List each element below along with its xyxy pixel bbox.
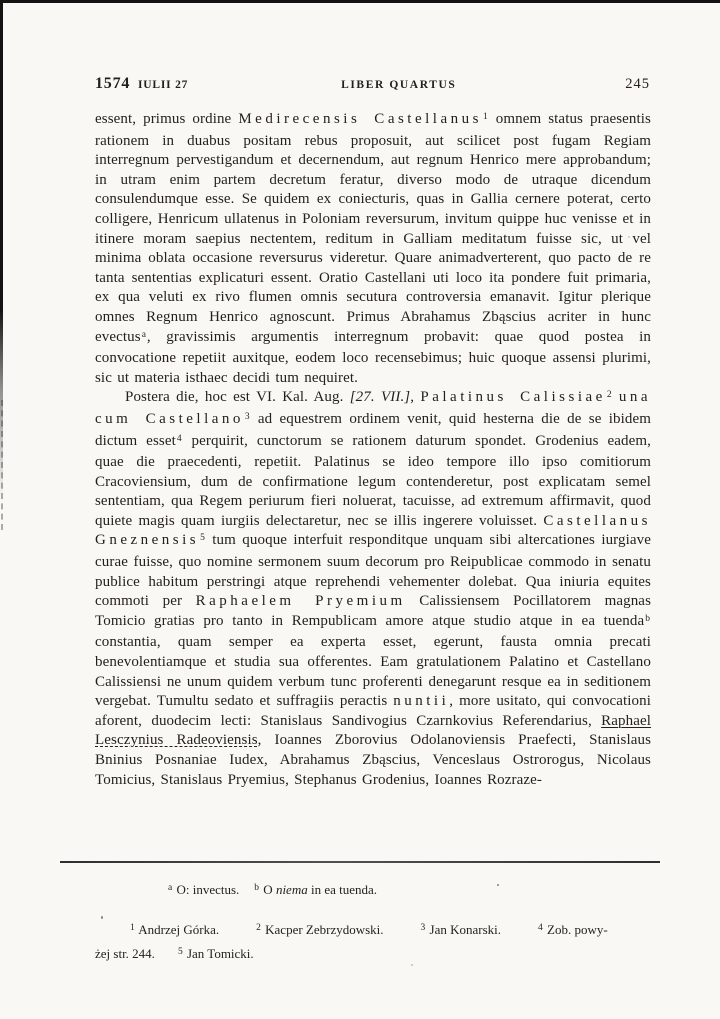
superscript-marker: b <box>645 613 650 624</box>
text-segment: una cum Castellano <box>95 389 652 427</box>
text-segment: constantia, quam semper ea experta esset, egerunt, fausta omnia precati benevolentiamque et studia sua offerentes. Eam gratulationem Palatino et Castellano Calissiensi ne unum quidem verbum tunc proferenti denegarunt resque ea in seditionem vergebat. Tumultu sedato et suffragiis peractis <box>95 634 651 710</box>
text-segment: O <box>260 882 276 897</box>
header-date-rest: IULII 27 <box>138 79 189 91</box>
text-segment: Jan Konarski. <box>426 922 502 937</box>
text-segment: tum quoque interfuit responditque unquam sibi altercationes iurgiave curae fuisse, quo nomine sermonem suum decorum pro Reipublicae commodo in senatu publice habitum perstringi atque reprehendi vehementer dolebat. Qua iniuria equites commoti per <box>95 532 651 610</box>
superscript-marker: a <box>168 883 173 893</box>
text-segment: nuntii <box>393 693 450 710</box>
text-segment: Raphaelem Pryemium <box>195 593 406 610</box>
paragraph-1 <box>95 110 651 388</box>
superscript-marker: 2 <box>606 390 612 401</box>
superscript-marker: a <box>141 329 146 340</box>
header-page-number: 245 <box>625 76 650 92</box>
superscript-marker: 4 <box>176 433 182 444</box>
footnote-divider-rule <box>60 861 660 863</box>
text-segment: Kacper Zebrzydowski. <box>261 922 384 937</box>
text-segment: Medirecensis Castellanus <box>238 111 482 127</box>
header-book-title: LIBER QUARTUS <box>341 79 457 91</box>
text-segment: , <box>410 389 421 406</box>
scan-edge-top-artifact <box>0 0 720 3</box>
text-segment: , gravissimis argumentis interregnum probavit: quae quod postea in convocatione repetiit auxitque, eodem loco recensebimus; huic quoque assensi plurimi, sic ut materia isthaec decidi tum nequiret. <box>95 328 651 386</box>
text-segment: Raphael <box>601 712 651 729</box>
footnote-variants-line <box>95 881 651 901</box>
superscript-marker: 2 <box>256 923 261 933</box>
text-segment: Jan Tomicki. <box>183 946 254 961</box>
text-segment: in ea tuenda. <box>307 882 378 897</box>
superscript-marker: b <box>254 883 260 893</box>
main-text-block <box>95 110 651 790</box>
text-segment: omnem status praesentis rationem in duabus positam rebus proposuit, aut scilicet post fugam Regiam interregnum pervestigandum et decernendum, aut regnum Henrico mere approbandum; in utram enim partem decretum feratur, diverso modo de utraque dicendum consulendumque esse. Se quidem ex coniecturis, quas in Gallia cernere poterat, certo colligere, Henricum ullatenus in Poloniam reversurum, invitum quippe huc venisse et in itinere moram saepius nectentem, reditum in Galliam meditatum fuisse sic, ut vel minima oblata occasione reversurus videretur. Quare animadverterent, quo pacto de re tanta sententias explicaturi essent. Oratio Castellani uti loco ita pondere fuit primaria, ex qua veluti ex rivo flumen omnis secutura controversia emanavit. Igitur plerique omnes Regnum Henrico agnoscunt. Primus Abrahamus Zbąscius acriter in hunc evectus <box>95 111 651 345</box>
header-date <box>95 75 188 93</box>
text-segment: Lesczynius Radeoviensis <box>95 732 258 749</box>
text-segment: O: invectus. <box>173 882 240 897</box>
text-segment: Palatinus Calissiae <box>420 389 606 406</box>
text-segment: Postera die, hoc est VI. Kal. Aug. <box>125 389 350 406</box>
text-segment: Andrzej Górka. <box>135 922 220 937</box>
text-segment: niema <box>275 882 308 897</box>
footnotes-numbered-block <box>95 919 660 967</box>
superscript-marker: 1 <box>482 112 488 122</box>
paragraph-2 <box>95 388 651 790</box>
superscript-marker: 1 <box>130 923 135 933</box>
scan-edge-left-fade-artifact <box>1 400 3 530</box>
text-segment: essent, primus ordine <box>95 111 239 127</box>
text-segment: , Ioannes Zborovius Odolanoviensis Praefecti, Stanislaus Bninius Posnaniae Iudex, Abrahamus Zbąscius, Venceslaus Ostrorogus, Nicolaus Tomicius, Stanislaus Pryemius, Stephanus Grodenius, Ioannes Rozraze- <box>95 732 652 788</box>
superscript-marker: 5 <box>177 947 183 957</box>
page-header <box>95 75 650 93</box>
footnote-line-2 <box>95 943 660 967</box>
text-segment: Castellanus Gneznensis <box>95 512 651 549</box>
footnote-line-1 <box>95 919 660 943</box>
text-segment: [27. VII.] <box>349 389 411 406</box>
text-segment: , more usitato, qui convocationi aforent, duodecim lecti: Stanislaus Sandivogius Czarnkovius Referendarius, <box>95 693 651 729</box>
text-segment: perquirit, cunctorum se rationem daturum spondet. Grodenius eadem, quae die praecedenti, repetiit. Palatinus se ideo tempore illo ipso comitiorum Cracoviensium, dum de confirmatione legum contenderetur, post explicatam semel sententiam, qua Regem periurum fieri noluerat, tacuisse, ad extremum affirmavit, quod quiete magis quam iurgiis delectaretur, nec se illis ingerere voluisset. <box>95 432 651 529</box>
text-segment: Calissiensem Pocillatorem magnas Tomicio gratias pro tanto in Rempublicam amore atque studio atque in ea tuenda <box>95 593 652 629</box>
superscript-marker: 3 <box>420 923 426 933</box>
superscript-marker: 3 <box>244 411 250 422</box>
text-segment: żej str. 244. <box>95 946 155 961</box>
superscript-marker: 4 <box>538 923 543 933</box>
superscript-marker: 5 <box>200 533 205 544</box>
text-segment: Zob. powy- <box>543 922 608 937</box>
header-year: 1574 <box>95 75 131 92</box>
text-segment: ad equestrem ordinem venit, quid hesterna die de se ibidem dictum esset <box>95 410 651 449</box>
